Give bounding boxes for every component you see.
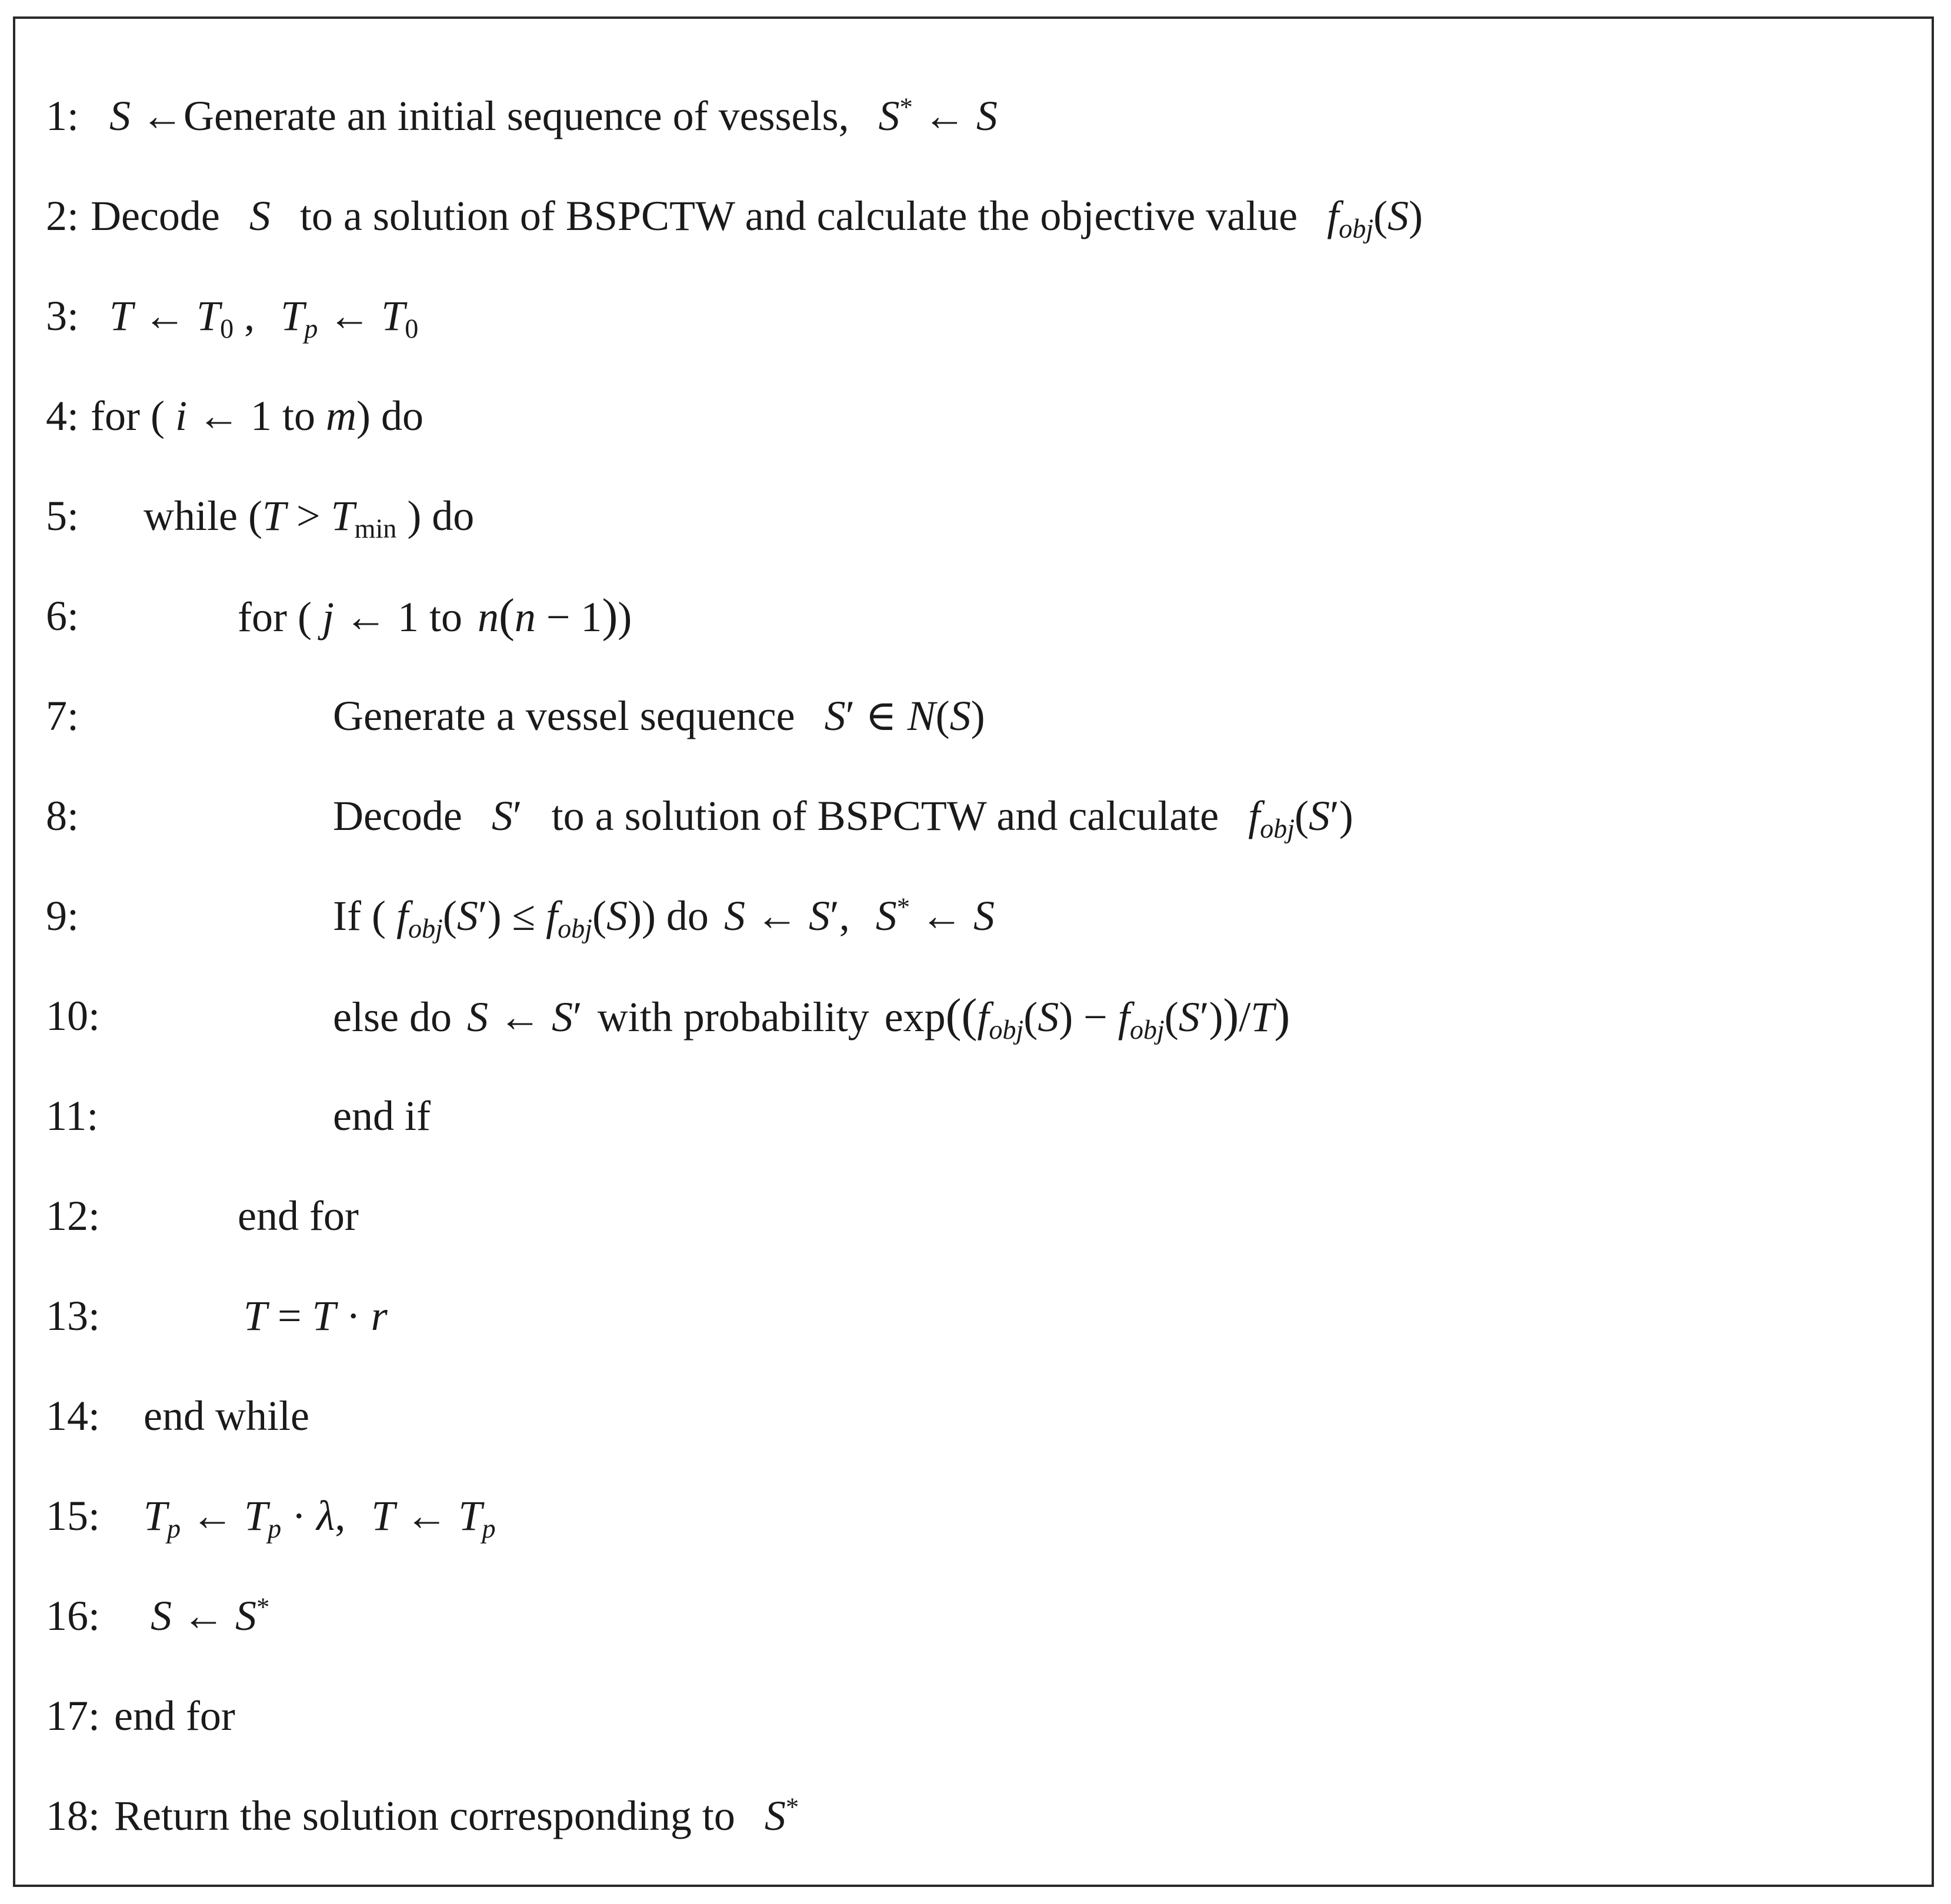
algorithm-line — [15, 184, 1932, 248]
line-text: end if — [333, 1092, 431, 1139]
line-number: 11: — [46, 1092, 99, 1139]
line-code: else do S ← S′ with probability $\exp((f_{obj}(S) - f_{obj}(S'))/T)$ — [333, 989, 1290, 1045]
line-number: 2: — [46, 192, 79, 239]
line-number: 16: — [46, 1592, 101, 1639]
line-number: 1: — [46, 92, 79, 139]
line-number: 12: — [46, 1192, 101, 1239]
line-text: exp — [884, 993, 946, 1041]
line-number: 9: — [46, 892, 79, 939]
line-number: 18: — [46, 1792, 101, 1839]
algorithm-line — [15, 683, 1932, 748]
algorithm-line — [15, 583, 1932, 648]
line-code: S ← S* — [151, 1592, 270, 1639]
line-text: ) do — [356, 392, 423, 439]
line-number: 10: — [46, 992, 101, 1039]
line-code — [238, 1183, 359, 1248]
line-number: 3: — [46, 292, 79, 339]
algorithm-line — [15, 483, 1932, 548]
line-text: end for — [238, 1192, 359, 1239]
algorithm-line — [15, 1683, 1932, 1748]
line-code: T = T · r — [244, 1292, 388, 1339]
algorithm-line — [15, 1283, 1932, 1348]
algorithm-line — [15, 284, 1932, 348]
line-code: S ←Generate an initial sequence of vessels, S* ← S — [109, 92, 998, 139]
line-code — [114, 1683, 235, 1748]
line-code: Decode S′ to a solution of BSPCTW and calculate $f_{obj}(S')$ — [333, 792, 1353, 843]
line-number: 14: — [46, 1392, 101, 1439]
line-code: $T_p$ ← $T_p \cdot \lambda$, T ← $T_p$ — [144, 1492, 496, 1543]
algorithm-line — [15, 1483, 1932, 1548]
line-code: for ( i ← 1 to m) do — [91, 392, 423, 439]
line-text: for ( — [238, 593, 312, 641]
line-code: T ← $T_0$ , $T_p$ ← $T_0$ — [109, 292, 419, 344]
line-number: 8: — [46, 792, 79, 839]
line-text: Generate a vessel sequence — [333, 692, 795, 739]
line-text: ) do — [407, 492, 475, 539]
line-code — [333, 1083, 431, 1148]
algorithm-line — [15, 1583, 1932, 1648]
algorithm-line — [15, 384, 1932, 448]
line-text: ) do — [641, 892, 709, 939]
line-text: 1 to — [250, 392, 315, 439]
line-text: to a solution of BSPCTW and calculate — [551, 792, 1219, 839]
line-text: end for — [114, 1692, 235, 1739]
line-text: for ( — [91, 392, 165, 439]
line-code: for ( j ← 1 to n(n − 1)) — [238, 589, 632, 642]
algorithm-line — [15, 1383, 1932, 1448]
line-code — [144, 1383, 309, 1448]
line-text: to a solution of BSPCTW and calculate the objective value — [299, 192, 1298, 239]
line-code: Decode S to a solution of BSPCTW and calculate the objective value $f_{obj}(S)$ — [91, 192, 1423, 244]
line-text: end while — [144, 1392, 309, 1439]
line-code: while ($T > T_{min}$ ) do — [144, 492, 475, 543]
algorithm-line — [15, 883, 1932, 948]
line-number: 17: — [46, 1692, 101, 1739]
algorithm-line — [15, 84, 1932, 148]
algorithm-box — [13, 16, 1934, 1887]
line-text: Decode — [333, 792, 462, 839]
algorithm-line — [15, 983, 1932, 1048]
algorithm-line — [15, 1183, 1932, 1248]
line-code: If ( $f_{obj}(S') \le f_{obj}(S)$) do S ← S′, S* ← S — [333, 892, 995, 943]
line-number: 5: — [46, 492, 79, 539]
algorithm-line — [15, 1083, 1932, 1148]
line-text: Decode — [91, 192, 220, 239]
line-number: 15: — [46, 1492, 101, 1539]
line-number: 7: — [46, 692, 79, 739]
line-text: 1 to — [397, 593, 462, 641]
algorithm-line — [15, 1783, 1932, 1848]
line-text: If ( — [333, 892, 386, 939]
line-number: 13: — [46, 1292, 101, 1339]
algorithm-line — [15, 783, 1932, 848]
line-text: else do — [333, 993, 452, 1041]
line-text: Return the solution corresponding to — [114, 1792, 735, 1839]
line-code: Generate a vessel sequence S′ ∈ N(S) — [333, 692, 985, 739]
line-code: Return the solution corresponding to S* — [114, 1792, 799, 1839]
line-text: with probability — [597, 993, 869, 1041]
line-number: 4: — [46, 392, 79, 439]
line-text: while ( — [144, 492, 262, 539]
line-text: Generate an initial sequence of vessels, — [184, 92, 849, 139]
line-number: 6: — [46, 592, 79, 639]
